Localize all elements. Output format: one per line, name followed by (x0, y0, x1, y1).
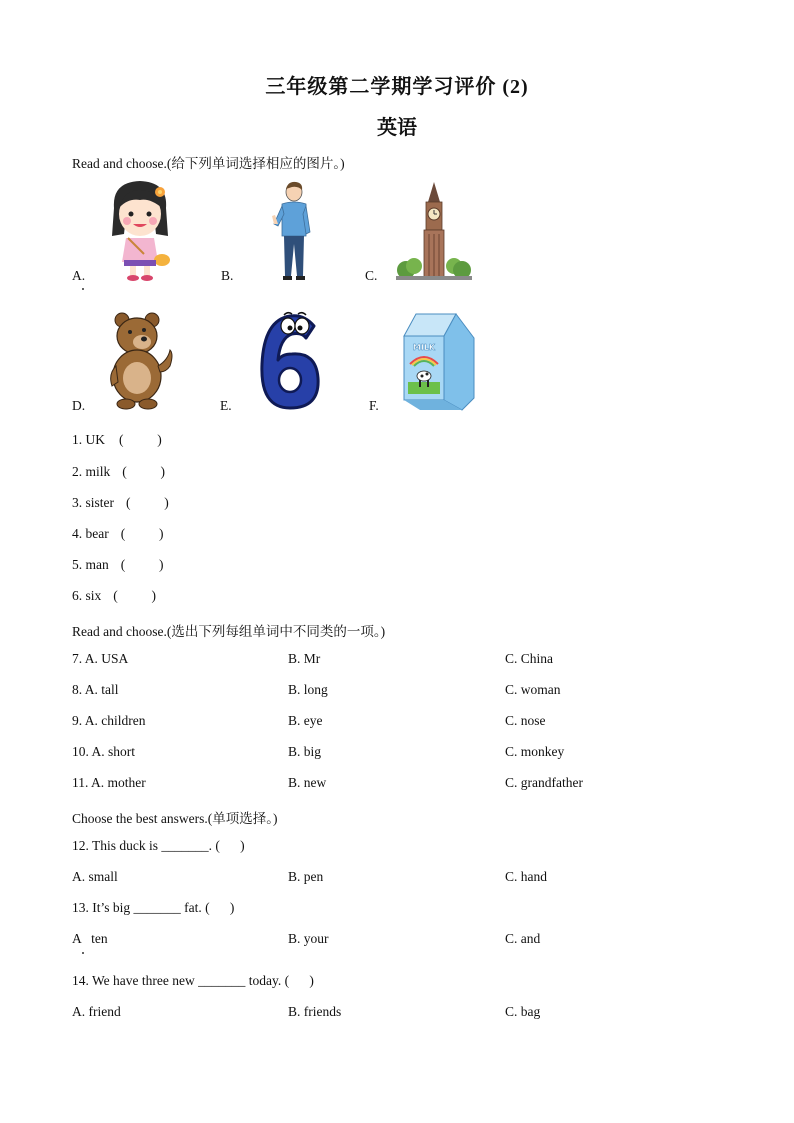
option-b[interactable]: B. Mr (288, 651, 321, 666)
option-a[interactable]: 11. A. mother (72, 775, 146, 790)
option-c[interactable]: C. China (505, 651, 554, 666)
option-c[interactable]: C. woman (505, 682, 561, 697)
question-3 (72, 495, 169, 511)
question-4 (72, 526, 163, 542)
picture-label-d: D. (72, 398, 86, 413)
page-subtitle: 英语 (377, 117, 417, 139)
man-icon (270, 180, 314, 282)
option-b[interactable]: B. pen (288, 869, 324, 884)
option-b[interactable]: B. long (288, 682, 328, 697)
section1-instruction: Read and choose.(给下列单词选择相应的图片。) (72, 156, 345, 171)
question-14-stem: 14. We have three new _______ today. ( ) (72, 973, 314, 988)
picture-label-e: E. (220, 398, 232, 413)
option-a[interactable]: 9. A. children (72, 713, 146, 728)
answer-blank[interactable]: ( ) (126, 495, 169, 510)
question-12-stem: 12. This duck is _______. ( ) (72, 838, 245, 853)
question-6 (72, 588, 156, 604)
answer-blank[interactable]: ( ) (120, 526, 164, 541)
question-text: 5. man (72, 557, 109, 572)
option-a[interactable]: 10. A. short (72, 744, 136, 759)
question-2 (72, 464, 165, 480)
label-dot (82, 288, 84, 290)
carton-text: MILK (412, 343, 436, 352)
number-six-icon (254, 308, 326, 412)
milk-carton-icon (398, 310, 478, 414)
label-dot (82, 952, 84, 954)
question-13-stem: 13. It’s big _______ fat. ( ) (72, 900, 235, 915)
question-text: 4. bear (72, 526, 109, 541)
option-b[interactable]: B. big (288, 744, 322, 759)
option-c[interactable]: C. and (505, 931, 541, 946)
answer-blank[interactable]: ( ) (120, 557, 164, 572)
section3-instruction: Choose the best answers.(单项选择。) (72, 811, 278, 826)
option-b[interactable]: B. your (288, 931, 329, 946)
picture-label-b: B. (221, 268, 234, 283)
option-c[interactable]: C. grandfather (505, 775, 583, 790)
option-c[interactable]: C. monkey (505, 744, 565, 759)
answer-blank[interactable]: ( ) (122, 464, 166, 479)
option-a[interactable]: A. small (72, 869, 118, 884)
big-ben-icon (396, 180, 472, 282)
answer-blank[interactable]: ( ) (113, 588, 157, 603)
option-c[interactable]: C. bag (505, 1004, 541, 1019)
option-a[interactable]: 7. A. USA (72, 651, 129, 666)
section2-instruction: Read and choose.(选出下列每组单词中不同类的一项。) (72, 624, 386, 639)
girl-icon (104, 178, 176, 282)
picture-label-c: C. (365, 268, 378, 283)
option-c[interactable]: C. hand (505, 869, 547, 884)
option-b[interactable]: B. new (288, 775, 327, 790)
option-a[interactable]: 8. A. tall (72, 682, 119, 697)
question-text: 3. sister (72, 495, 114, 510)
option-c[interactable]: C. nose (505, 713, 546, 728)
question-5 (72, 557, 164, 573)
question-text: 2. milk (72, 464, 111, 479)
page-title: 三年级第二学期学习评价 (2) (265, 76, 529, 98)
bear-icon (104, 310, 178, 412)
question-text: 6. six (72, 588, 102, 603)
option-a[interactable]: A. friend (72, 1004, 121, 1019)
picture-label-a: A. (72, 268, 86, 283)
picture-label-f: F. (369, 398, 379, 413)
option-a[interactable]: A ten (72, 931, 108, 946)
option-b[interactable]: B. friends (288, 1004, 342, 1019)
option-b[interactable]: B. eye (288, 713, 323, 728)
question-text: 1. UK (72, 432, 105, 447)
question-1 (72, 432, 162, 448)
answer-blank[interactable]: ( ) (119, 432, 162, 447)
